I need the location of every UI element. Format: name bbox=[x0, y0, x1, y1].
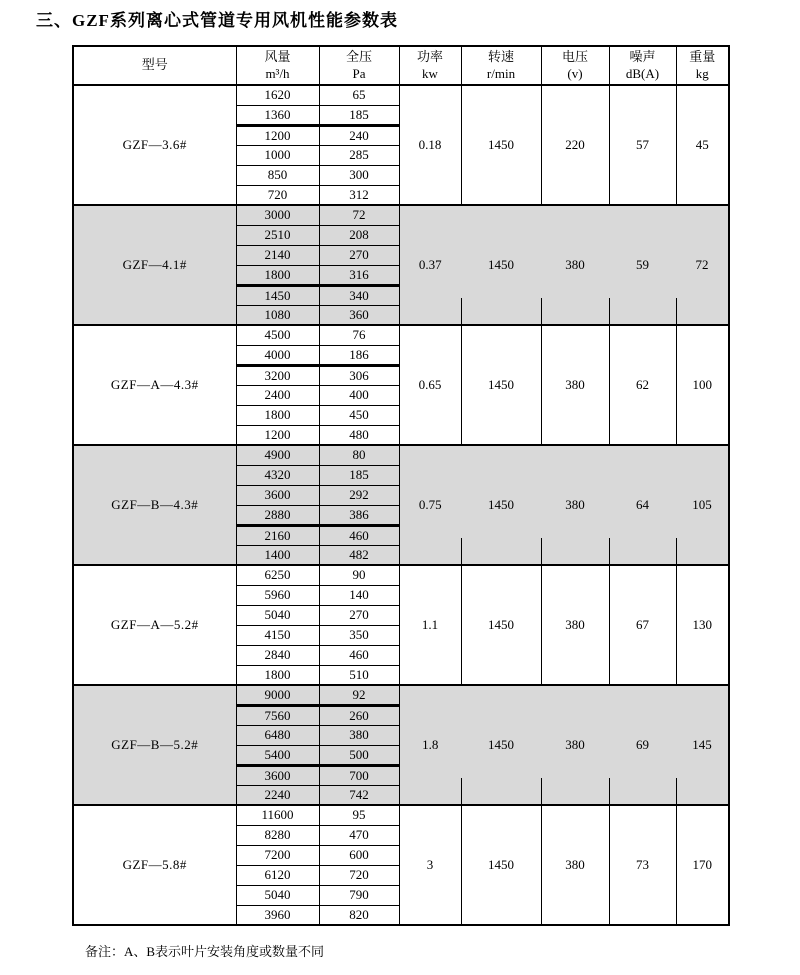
flow-cell: 7200 bbox=[236, 845, 319, 865]
flow-cell: 4500 bbox=[236, 325, 319, 345]
speed-cell: 1450 bbox=[461, 565, 541, 685]
flow-cell: 6250 bbox=[236, 565, 319, 585]
pressure-cell: 380 bbox=[319, 725, 399, 745]
voltage-cell: 380 bbox=[541, 205, 609, 325]
speed-cell: 1450 bbox=[461, 445, 541, 565]
voltage-cell: 380 bbox=[541, 685, 609, 805]
flow-cell: 1200 bbox=[236, 125, 319, 145]
model-cell: GZF—3.6# bbox=[73, 85, 236, 205]
fan-performance-table bbox=[72, 45, 730, 926]
noise-cell: 57 bbox=[609, 85, 676, 205]
weight-cell: 72 bbox=[676, 205, 729, 325]
pressure-cell: 480 bbox=[319, 425, 399, 445]
column-header bbox=[236, 46, 319, 85]
pressure-cell: 92 bbox=[319, 685, 399, 705]
column-header-line1: 功率 bbox=[416, 49, 443, 65]
column-header-line2: m³/h bbox=[265, 65, 290, 81]
column-header bbox=[73, 46, 236, 85]
column-header-line1: 风量 bbox=[264, 49, 291, 65]
column-header-line1: 型号 bbox=[141, 57, 168, 73]
model-cell: GZF—4.1# bbox=[73, 205, 236, 325]
power-cell: 1.8 bbox=[399, 685, 461, 805]
flow-cell: 2400 bbox=[236, 385, 319, 405]
flow-cell: 3600 bbox=[236, 485, 319, 505]
flow-cell: 5960 bbox=[236, 585, 319, 605]
column-header-line2: r/min bbox=[486, 65, 516, 81]
weight-cell: 45 bbox=[676, 85, 729, 205]
pressure-cell: 316 bbox=[319, 265, 399, 285]
pressure-cell: 500 bbox=[319, 745, 399, 765]
flow-cell: 3960 bbox=[236, 905, 319, 925]
voltage-cell: 220 bbox=[541, 85, 609, 205]
power-cell: 1.1 bbox=[399, 565, 461, 685]
pressure-cell: 350 bbox=[319, 625, 399, 645]
noise-cell: 69 bbox=[609, 685, 676, 805]
pressure-cell: 292 bbox=[319, 485, 399, 505]
column-header-line2: kg bbox=[695, 65, 709, 81]
weight-cell: 145 bbox=[676, 685, 729, 805]
speed-cell: 1450 bbox=[461, 685, 541, 805]
column-header-line2: Pa bbox=[352, 65, 366, 81]
pressure-cell: 270 bbox=[319, 245, 399, 265]
flow-cell: 5040 bbox=[236, 605, 319, 625]
pressure-cell: 820 bbox=[319, 905, 399, 925]
column-header-line1: 重量 bbox=[689, 49, 716, 65]
voltage-cell: 380 bbox=[541, 445, 609, 565]
table-head bbox=[73, 46, 729, 85]
pressure-cell: 450 bbox=[319, 405, 399, 425]
voltage-cell: 380 bbox=[541, 325, 609, 445]
pressure-cell: 185 bbox=[319, 105, 399, 125]
pressure-cell: 306 bbox=[319, 365, 399, 385]
flow-cell: 6480 bbox=[236, 725, 319, 745]
noise-cell: 59 bbox=[609, 205, 676, 325]
flow-cell: 11600 bbox=[236, 805, 319, 825]
column-header-line1: 转速 bbox=[487, 49, 514, 65]
pressure-cell: 95 bbox=[319, 805, 399, 825]
flow-cell: 4320 bbox=[236, 465, 319, 485]
pressure-cell: 386 bbox=[319, 505, 399, 525]
weight-cell: 100 bbox=[676, 325, 729, 445]
weight-cell: 105 bbox=[676, 445, 729, 565]
column-header bbox=[399, 46, 461, 85]
table-row bbox=[73, 685, 729, 705]
power-cell: 0.75 bbox=[399, 445, 461, 565]
table-row bbox=[73, 325, 729, 345]
pressure-cell: 270 bbox=[319, 605, 399, 625]
flow-cell: 1000 bbox=[236, 145, 319, 165]
flow-cell: 3600 bbox=[236, 765, 319, 785]
header-row bbox=[73, 46, 729, 85]
model-cell: GZF—5.8# bbox=[73, 805, 236, 925]
flow-cell: 7560 bbox=[236, 705, 319, 725]
pressure-cell: 90 bbox=[319, 565, 399, 585]
table-row bbox=[73, 445, 729, 465]
flow-cell: 9000 bbox=[236, 685, 319, 705]
column-header-line1: 噪声 bbox=[629, 49, 656, 65]
pressure-cell: 76 bbox=[319, 325, 399, 345]
pressure-cell: 510 bbox=[319, 665, 399, 685]
pressure-cell: 460 bbox=[319, 645, 399, 665]
pressure-cell: 300 bbox=[319, 165, 399, 185]
pressure-cell: 400 bbox=[319, 385, 399, 405]
column-header bbox=[676, 46, 729, 85]
table-body bbox=[73, 85, 729, 925]
flow-cell: 720 bbox=[236, 185, 319, 205]
flow-cell: 1080 bbox=[236, 305, 319, 325]
weight-cell: 170 bbox=[676, 805, 729, 925]
column-header bbox=[541, 46, 609, 85]
flow-cell: 4000 bbox=[236, 345, 319, 365]
speed-cell: 1450 bbox=[461, 205, 541, 325]
table-row bbox=[73, 85, 729, 105]
table-row bbox=[73, 205, 729, 225]
flow-cell: 2240 bbox=[236, 785, 319, 805]
column-header-line1: 电压 bbox=[561, 49, 588, 65]
noise-cell: 67 bbox=[609, 565, 676, 685]
pressure-cell: 65 bbox=[319, 85, 399, 105]
flow-cell: 5040 bbox=[236, 885, 319, 905]
speed-cell: 1450 bbox=[461, 85, 541, 205]
voltage-cell: 380 bbox=[541, 565, 609, 685]
power-cell: 0.65 bbox=[399, 325, 461, 445]
flow-cell: 1360 bbox=[236, 105, 319, 125]
flow-cell: 4900 bbox=[236, 445, 319, 465]
pressure-cell: 140 bbox=[319, 585, 399, 605]
pressure-cell: 72 bbox=[319, 205, 399, 225]
noise-cell: 62 bbox=[609, 325, 676, 445]
pressure-cell: 460 bbox=[319, 525, 399, 545]
power-cell: 0.37 bbox=[399, 205, 461, 325]
flow-cell: 8280 bbox=[236, 825, 319, 845]
flow-cell: 1800 bbox=[236, 405, 319, 425]
pressure-cell: 700 bbox=[319, 765, 399, 785]
pressure-cell: 186 bbox=[319, 345, 399, 365]
flow-cell: 2840 bbox=[236, 645, 319, 665]
flow-cell: 1620 bbox=[236, 85, 319, 105]
flow-cell: 850 bbox=[236, 165, 319, 185]
flow-cell: 2160 bbox=[236, 525, 319, 545]
pressure-cell: 340 bbox=[319, 285, 399, 305]
pressure-cell: 600 bbox=[319, 845, 399, 865]
column-header bbox=[319, 46, 399, 85]
weight-cell: 130 bbox=[676, 565, 729, 685]
speed-cell: 1450 bbox=[461, 805, 541, 925]
flow-cell: 1200 bbox=[236, 425, 319, 445]
model-cell: GZF—A—4.3# bbox=[73, 325, 236, 445]
flow-cell: 1800 bbox=[236, 665, 319, 685]
flow-cell: 1450 bbox=[236, 285, 319, 305]
flow-cell: 4150 bbox=[236, 625, 319, 645]
speed-cell: 1450 bbox=[461, 325, 541, 445]
flow-cell: 2140 bbox=[236, 245, 319, 265]
flow-cell: 1400 bbox=[236, 545, 319, 565]
voltage-cell: 380 bbox=[541, 805, 609, 925]
column-header bbox=[609, 46, 676, 85]
table-row bbox=[73, 805, 729, 825]
column-header-line2: dB(A) bbox=[625, 65, 660, 81]
column-header-line2: (v) bbox=[567, 65, 583, 81]
pressure-cell: 208 bbox=[319, 225, 399, 245]
flow-cell: 2880 bbox=[236, 505, 319, 525]
flow-cell: 2510 bbox=[236, 225, 319, 245]
column-header-line2: kw bbox=[422, 65, 438, 81]
pressure-cell: 482 bbox=[319, 545, 399, 565]
pressure-cell: 185 bbox=[319, 465, 399, 485]
power-cell: 0.18 bbox=[399, 85, 461, 205]
table-row bbox=[73, 565, 729, 585]
pressure-cell: 260 bbox=[319, 705, 399, 725]
model-cell: GZF—B—5.2# bbox=[73, 685, 236, 805]
flow-cell: 6120 bbox=[236, 865, 319, 885]
flow-cell: 3200 bbox=[236, 365, 319, 385]
flow-cell: 3000 bbox=[236, 205, 319, 225]
flow-cell: 5400 bbox=[236, 745, 319, 765]
model-cell: GZF—A—5.2# bbox=[73, 565, 236, 685]
power-cell: 3 bbox=[399, 805, 461, 925]
pressure-cell: 240 bbox=[319, 125, 399, 145]
pressure-cell: 470 bbox=[319, 825, 399, 845]
pressure-cell: 360 bbox=[319, 305, 399, 325]
column-header-line1: 全压 bbox=[345, 49, 372, 65]
pressure-cell: 720 bbox=[319, 865, 399, 885]
pressure-cell: 790 bbox=[319, 885, 399, 905]
page-title: 三、GZF系列离心式管道专用风机性能参数表 bbox=[36, 11, 398, 30]
pressure-cell: 742 bbox=[319, 785, 399, 805]
pressure-cell: 80 bbox=[319, 445, 399, 465]
noise-cell: 73 bbox=[609, 805, 676, 925]
column-header bbox=[461, 46, 541, 85]
footnote: 备注：A、B表示叶片安装角度或数量不同 bbox=[85, 944, 325, 959]
pressure-cell: 312 bbox=[319, 185, 399, 205]
pressure-cell: 285 bbox=[319, 145, 399, 165]
noise-cell: 64 bbox=[609, 445, 676, 565]
flow-cell: 1800 bbox=[236, 265, 319, 285]
model-cell: GZF—B—4.3# bbox=[73, 445, 236, 565]
